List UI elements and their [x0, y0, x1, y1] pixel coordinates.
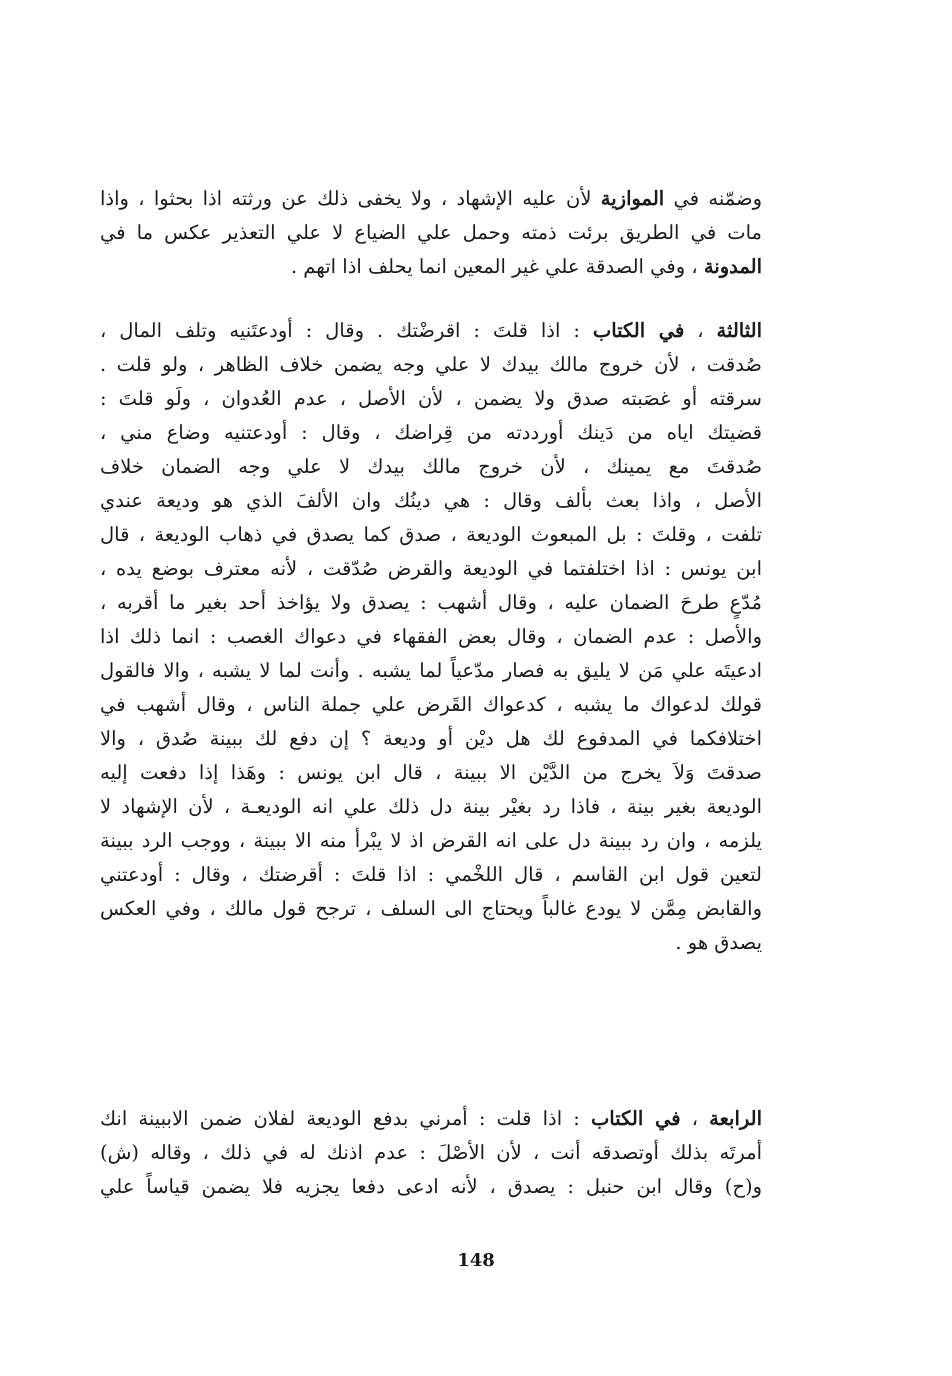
text-line	[100, 858, 762, 892]
text-line	[100, 756, 762, 790]
text-line	[100, 926, 762, 960]
line-text: مات في الطريق برئت ذمته وحمل علي الضياع لا علي التعذير عكس ما في	[100, 221, 762, 244]
line-text: سرقته أو غصَبته صدق ولا يضمن ، لأن الأصل ، عدم العُدوان ، ولَو قلتَ :	[100, 387, 762, 410]
text-line	[100, 382, 762, 416]
bold-term-kitab: في الكتاب	[590, 1107, 681, 1130]
text-line	[100, 216, 762, 250]
paragraph-1	[100, 182, 762, 284]
text-line	[100, 552, 762, 586]
line-text: تلفت ، وقلتَ : بل المبعوث الوديعة ، صدق كما يصدق في ذهاب الوديعة ، قال	[100, 523, 762, 546]
line-text: لأن عليه الإشهاد ، ولا يخفى ذلك عن ورثته اذا بحثوا ، واذا	[100, 187, 601, 210]
line-text: صُدقتَ مع يمينك ، لأن خروج مالك بيدك لا علي وجه الضمان خلاف	[100, 455, 762, 478]
line-text: أمرتَه بذلك أوتصدقه أنت ، لأن الأصْلَ : عدم اذنك له في ذلك ، وقاله (ش)	[100, 1141, 762, 1164]
paragraph-3	[100, 1102, 762, 1204]
separator: ،	[680, 1107, 710, 1130]
text-line	[100, 416, 762, 450]
line-text: قولك لدعواك ما يشبه ، كدعواك القَرض علي جملة الناس ، وقال أشهب في	[100, 693, 762, 716]
line-text: لتعين قول ابن القاسم ، قال اللخْمي : اذا قلتَ : أقرضتك ، وقال : أودعتني	[100, 863, 762, 886]
text-line	[100, 688, 762, 722]
line-text: الأصل ، واذا بعث بألف وقال : هي دينُك وان الألفَ الذي هو وديعة عندي	[100, 489, 762, 512]
text-line	[100, 824, 762, 858]
text-line	[100, 620, 762, 654]
text-line	[100, 1170, 762, 1204]
bold-term-kitab: في الكتاب	[592, 319, 685, 342]
line-text: صُدقت ، لأن خروج مالك بيدك لا علي وجه يضمن خلاف الظاهر ، ولو قلت .	[100, 353, 762, 376]
text-line	[100, 450, 762, 484]
section-heading-fourth: الرابعة	[709, 1107, 762, 1130]
text-line	[100, 892, 762, 926]
line-text: يصدق هو .	[675, 931, 762, 954]
separator: ،	[684, 319, 717, 342]
text-line	[100, 182, 762, 216]
line-text: : اذا قلت : أمرني بدفع الوديعة لفلان ضمن الاببينة انك	[100, 1107, 591, 1130]
bold-term-muwaziya: الموازية	[600, 187, 665, 210]
text-line	[100, 1102, 762, 1136]
text-line	[100, 348, 762, 382]
line-text: اختلافكما في المدفوع لك هل ديْن أو وديعة ؟ إن دفع لك ببينة صُدق ، والا	[100, 727, 762, 750]
bold-term-mudawwana: المدونة	[703, 255, 762, 278]
line-text: قضيتك اياه من دَينك أورددته من قِراضك ، وقال : أودعتنيه وضاع مني ،	[100, 421, 762, 444]
line-text: صدقتَ وَلاَ يخرج من الدَّيْن الا ببينة ، قال ابن يونس : وهَذا إذا دفعت إليه	[100, 761, 762, 784]
line-text: و(ح) وقال ابن حنبل : يصدق ، لأنه ادعى دفعا يجزيه فلا يضمن قياساً علي	[100, 1175, 762, 1198]
section-heading-third: الثالثة	[716, 319, 762, 342]
page-number: 148	[457, 1250, 495, 1271]
text-line	[100, 314, 762, 348]
line-text: ، وفي الصدقة علي غير المعين انما يحلف اذا اتهم .	[290, 255, 704, 278]
text-line	[100, 1136, 762, 1170]
line-text: ابن يونس : اذا اختلفتما في الوديعة والقرض صُدّقت ، لأنه معترف بوضع يده ،	[100, 557, 762, 580]
line-text: والقابض مِمَّن لا يودع غالباً ويحتاج الى السلف ، ترجح قول مالك ، وفي العكس	[100, 897, 762, 920]
line-text: الوديعة بغير بينة ، فاذا رد بغيْر بينة دل ذلك علي انه الوديعـة ، لأن الإشهاد لا	[100, 795, 762, 818]
text-line	[100, 654, 762, 688]
text-line	[100, 722, 762, 756]
text-line	[100, 790, 762, 824]
line-prefix: وضمّنه في	[664, 187, 762, 210]
line-text: والأصل : عدم الضمان ، وقال بعض الفقهاء في دعواك الغصب : انما ذلك اذا	[100, 625, 762, 648]
line-text: مُدّعٍ طرحَ الضمان عليه ، وقال أشهب : يصدق ولا يؤاخذ أحد بغير ما أقربه ،	[100, 591, 762, 614]
line-text: ادعيتَه علي مَن لا يليق به فصار مدّعياً لما يشبه . وأنت لما لا يشبه ، والا فالقول	[100, 659, 762, 682]
text-line	[100, 484, 762, 518]
line-text: يلزمه ، وان رد ببينة دل على انه القرض اذ لا يبْرأ منه الا ببينة ، ووجب الرد ببينة	[100, 829, 762, 852]
text-line	[100, 250, 762, 284]
text-line	[100, 586, 762, 620]
line-text: : اذا قلتَ : اقرضْتك . وقال : أودعتَنيه وتلف المال ،	[100, 319, 593, 342]
text-line	[100, 518, 762, 552]
paragraph-2	[100, 314, 762, 960]
